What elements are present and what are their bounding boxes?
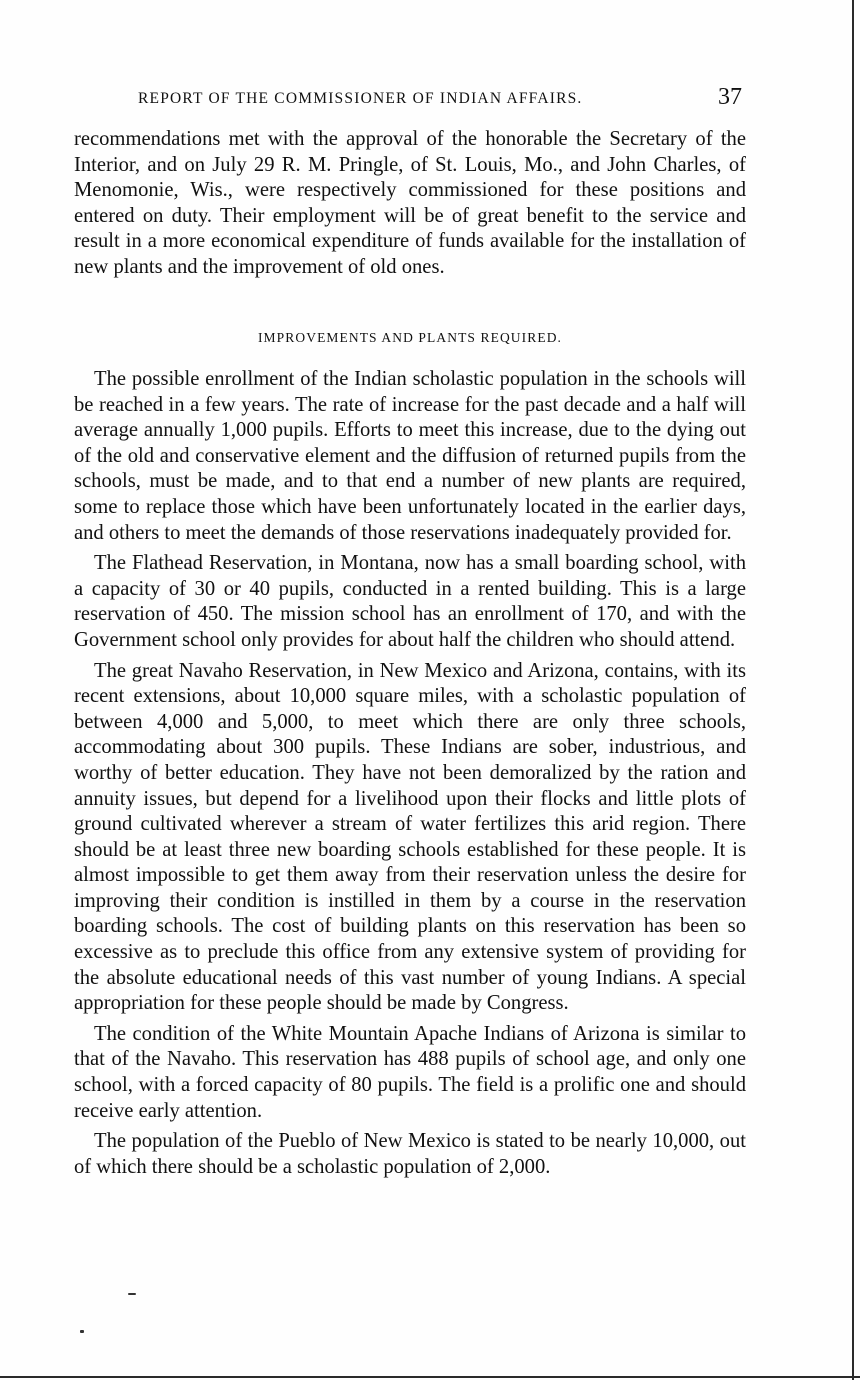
running-head-title: REPORT OF THE COMMISSIONER OF INDIAN AFFAIRS. [138,90,583,107]
section-heading: IMPROVEMENTS AND PLANTS REQUIRED. [257,330,563,345]
section-body [74,367,746,1185]
paragraph-enrollment: The possible enrollment of the Indian scholastic population in the schools will be reached in a few years. The rate of increase for the past decade and a half will average annually 1,000 pupils. Efforts to meet this increase, due to the dying out of the old and conservative element and the diffusion of returned pupils from the schools, must be made, and to that end a number of new plants are required, some to replace those which have been unfortunately located in the earlier days, and others to meet the demands of those reservations inadequately provided for. [74,368,746,544]
page-number: 37 [718,84,742,110]
print-speck [80,1330,84,1333]
paragraph-pueblo: The population of the Pueblo of New Mexico is stated to be nearly 10,000, out of which there should be a scholastic population of 2,000. [74,1130,746,1178]
paragraph-navaho: The great Navaho Reservation, in New Mexico and Arizona, contains, with its recent extensions, about 10,000 square miles, with a scholastic population of between 4,000 and 5,000, to meet which there are only three schools, accommodating about 300 pupils. These Indians are sober, industrious, and worthy of better education. They have not been demoralized by the ration and annuity issues, but depend for a livelihood upon their flocks and little plots of ground cultivated wherever a stream of water fertilizes this arid region. There should be at least three new boarding schools established for these people. It is almost impossible to get them away from their reservation unless the desire for improving their condition is instilled in them by a course in the reservation boarding schools. The cost of building plants on this reservation has been so excessive as to preclude this office from any extensive system of providing for the absolute educational needs of this vast number of young Indians. A special appropriation for these people should be made by Congress. [74,659,746,1015]
print-speck [128,1293,136,1295]
paragraph-apache: The condition of the White Mountain Apache Indians of Arizona is similar to that of the Navaho. This reservation has 488 pupils of school age, and only one school, with a forced capacity of 80 pupils. The field is a prolific one and should receive early attention. [74,1022,746,1122]
page-edge-bottom [0,1376,860,1378]
running-head [72,84,748,114]
page-edge-right [852,0,854,1380]
opening-paragraph: recommendations met with the approval of the honorable the Secretary of the Interior, and on July 29 R. M. Pringle, of St. Louis, Mo., and John Charles, of Menomonie, Wis., were respectively commissioned for these positions and entered on duty. Their employment will be of great benefit to the service and result in a more economical expenditure of funds available for the installation of new plants and the improvement of old ones. [74,128,746,278]
paragraph-flathead: The Flathead Reservation, in Montana, now has a small boarding school, with a capacity of 30 or 40 pupils, conducted in a rented building. This is a large reservation of 450. The mission school has an enrollment of 170, and with the Government school only provides for about half the children who should attend. [74,552,746,651]
